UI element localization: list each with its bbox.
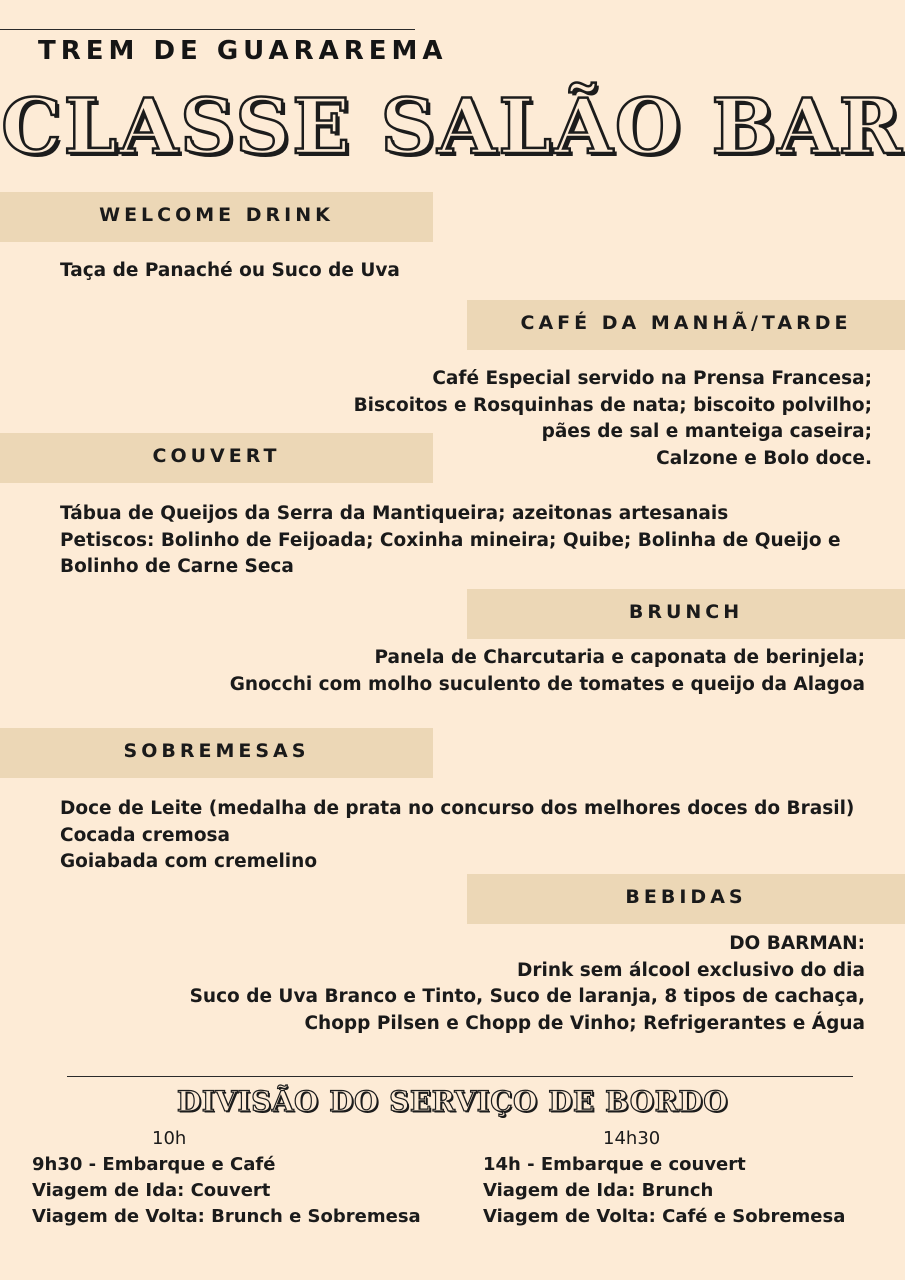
section-header-welcome-drink — [0, 192, 433, 242]
list-item: Viagem de Volta: Brunch e Sobremesa — [32, 1206, 421, 1227]
schedule-10h — [32, 1126, 421, 1230]
list-item: 9h30 - Embarque e Café — [32, 1154, 276, 1175]
section-header-bebidas — [467, 874, 905, 924]
list-item: pães de sal e manteiga caseira; — [541, 421, 872, 442]
couvert-items — [60, 501, 850, 581]
section-header-brunch — [467, 589, 905, 639]
division-rule — [67, 1076, 853, 1077]
section-label: CAFÉ DA MANHÃ/TARDE — [520, 312, 852, 334]
section-label: BRUNCH — [628, 601, 744, 623]
section-header-cafe — [467, 300, 905, 350]
top-rule — [0, 29, 415, 30]
list-item: Calzone e Bolo doce. — [656, 447, 872, 469]
list-item: Petiscos: Bolinho de Feijoada; Coxinha mineira; Quibe; Bolinha de Queijo e Bolinho de Carne Seca — [60, 529, 841, 577]
sobremesas-items — [60, 796, 854, 876]
list-item: Viagem de Volta: Café e Sobremesa — [483, 1206, 846, 1227]
schedule-14h30 — [483, 1126, 845, 1230]
list-item: Drink sem álcool exclusivo do dia — [517, 959, 865, 981]
list-item: Gnocchi com molho suculento de tomates e queijo da Alagoa — [229, 673, 865, 695]
section-label: COUVERT — [152, 445, 281, 467]
list-item: Viagem de Ida: Brunch — [483, 1180, 714, 1201]
list-item: Panela de Charcutaria e caponata de berinjela; — [374, 647, 865, 668]
list-item: Taça de Panaché ou Suco de Uva — [60, 260, 400, 281]
bebidas-items — [190, 931, 865, 1037]
list-item: Biscoitos e Rosquinhas de nata; biscoito polvilho; — [353, 394, 872, 416]
list-item: Cocada cremosa — [60, 824, 231, 846]
list-item: Doce de Leite (medalha de prata no concurso dos melhores doces do Brasil) — [60, 798, 855, 819]
kicker-title: TREM DE GUARAREMA — [38, 36, 448, 66]
section-label: BEBIDAS — [625, 886, 747, 908]
list-item: Café Especial servido na Prensa Francesa; — [432, 368, 872, 389]
list-item: Viagem de Ida: Couvert — [32, 1180, 271, 1201]
list-item: Goiabada com cremelino — [60, 851, 318, 872]
section-header-sobremesas — [0, 728, 433, 778]
brunch-items — [230, 645, 865, 698]
section-label: SOBREMESAS — [123, 740, 310, 762]
division-title: DIVISÃO DO SERVIÇO DE BORDO — [176, 1085, 729, 1118]
list-item: DO BARMAN: — [729, 933, 865, 954]
list-item: Tábua de Queijos da Serra da Mantiqueira; azeitonas artesanais — [60, 503, 729, 524]
list-item: Chopp Pilsen e Chopp de Vinho; Refrigerantes e Água — [304, 1012, 865, 1034]
welcome-drink-items — [60, 258, 400, 285]
schedule-time: 14h30 — [603, 1128, 661, 1149]
list-item: Suco de Uva Branco e Tinto, Suco de laranja, 8 tipos de cachaça, — [189, 986, 865, 1007]
page-title: CLASSE SALÃO BAR — [1, 82, 904, 171]
section-header-couvert — [0, 433, 433, 483]
list-item: 14h - Embarque e couvert — [483, 1154, 746, 1175]
section-label: WELCOME DRINK — [99, 204, 334, 226]
schedule-time: 10h — [152, 1128, 187, 1149]
